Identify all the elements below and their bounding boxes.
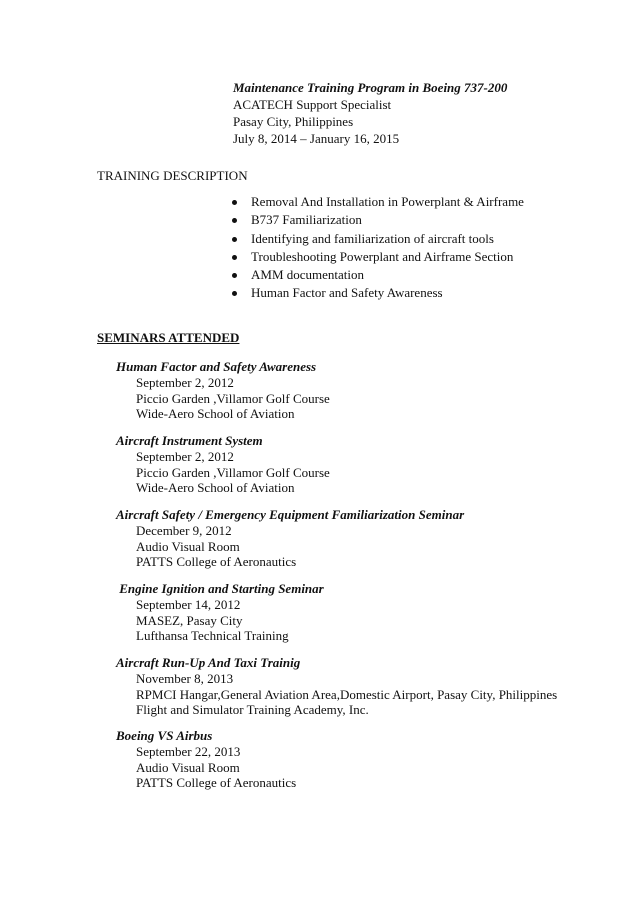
seminar-title: Aircraft Run-Up And Taxi Trainig xyxy=(116,655,301,670)
bullet-icon xyxy=(232,291,237,296)
list-item xyxy=(232,193,524,211)
seminar-entry xyxy=(116,728,296,791)
seminar-venue: Piccio Garden ,Villamor Golf Course xyxy=(136,390,330,406)
list-item-text: Human Factor and Safety Awareness xyxy=(251,285,443,301)
seminar-date: November 8, 2013 xyxy=(136,670,234,686)
seminar-entry xyxy=(116,655,557,718)
seminar-title: Engine Ignition and Starting Seminar xyxy=(116,581,324,596)
seminar-date: September 22, 2013 xyxy=(136,743,241,759)
seminar-venue: Audio Visual Room xyxy=(136,759,240,775)
seminar-title: Aircraft Safety / Emergency Equipment Familiarization Seminar xyxy=(116,507,465,522)
seminar-title: Aircraft Instrument System xyxy=(116,433,263,448)
list-item-text: AMM documentation xyxy=(251,267,365,283)
seminar-entry xyxy=(116,433,330,496)
training-dates: July 8, 2014 – January 16, 2015 xyxy=(233,131,400,146)
list-item xyxy=(232,284,524,302)
seminar-venue: Piccio Garden ,Villamor Golf Course xyxy=(136,464,330,480)
bullet-icon xyxy=(232,255,237,260)
list-item xyxy=(232,266,524,284)
list-item xyxy=(232,230,524,248)
list-item-text: Troubleshooting Powerplant and Airframe Section xyxy=(251,248,514,264)
bullet-icon xyxy=(232,218,237,223)
list-item xyxy=(232,248,524,266)
bullet-icon xyxy=(232,200,237,205)
seminar-venue: Audio Visual Room xyxy=(136,538,240,554)
seminars-attended-heading: SEMINARS ATTENDED xyxy=(97,330,240,345)
seminar-organizer: PATTS College of Aeronautics xyxy=(136,554,297,570)
seminar-organizer: Wide-Aero School of Aviation xyxy=(136,480,295,496)
seminar-venue: RPMCI Hangar,General Aviation Area,Domestic Airport, Pasay City, Philippines xyxy=(136,686,558,702)
seminar-title: Human Factor and Safety Awareness xyxy=(116,359,317,374)
list-item-text: Identifying and familiarization of aircraft tools xyxy=(251,230,494,246)
list-item-text: B737 Familiarization xyxy=(251,212,362,228)
seminar-organizer: PATTS College of Aeronautics xyxy=(136,775,297,791)
seminar-entry xyxy=(116,581,324,644)
training-program-title: Maintenance Training Program in Boeing 737-200 xyxy=(233,80,508,95)
seminar-title: Boeing VS Airbus xyxy=(116,728,213,743)
seminar-organizer: Flight and Simulator Training Academy, Inc. xyxy=(136,702,369,718)
list-item xyxy=(232,211,524,229)
bullet-icon xyxy=(232,273,237,278)
seminar-date: September 14, 2012 xyxy=(136,596,241,612)
seminar-venue: MASEZ, Pasay City xyxy=(136,612,243,628)
seminar-organizer: Wide-Aero School of Aviation xyxy=(136,406,295,422)
seminar-entry xyxy=(116,507,464,570)
training-location: Pasay City, Philippines xyxy=(233,114,354,129)
seminar-entry xyxy=(116,359,330,422)
list-item-text: Removal And Installation in Powerplant & Airframe xyxy=(251,194,524,209)
seminar-date: September 2, 2012 xyxy=(136,448,234,464)
seminar-organizer: Lufthansa Technical Training xyxy=(136,628,289,644)
training-description-heading: TRAINING DESCRIPTION xyxy=(97,168,248,183)
training-provider: ACATECH Support Specialist xyxy=(233,97,392,112)
seminar-date: December 9, 2012 xyxy=(136,522,232,538)
training-program-block xyxy=(233,79,507,147)
bullet-icon xyxy=(232,237,237,242)
training-description-list xyxy=(232,193,524,303)
seminar-date: September 2, 2012 xyxy=(136,374,234,390)
